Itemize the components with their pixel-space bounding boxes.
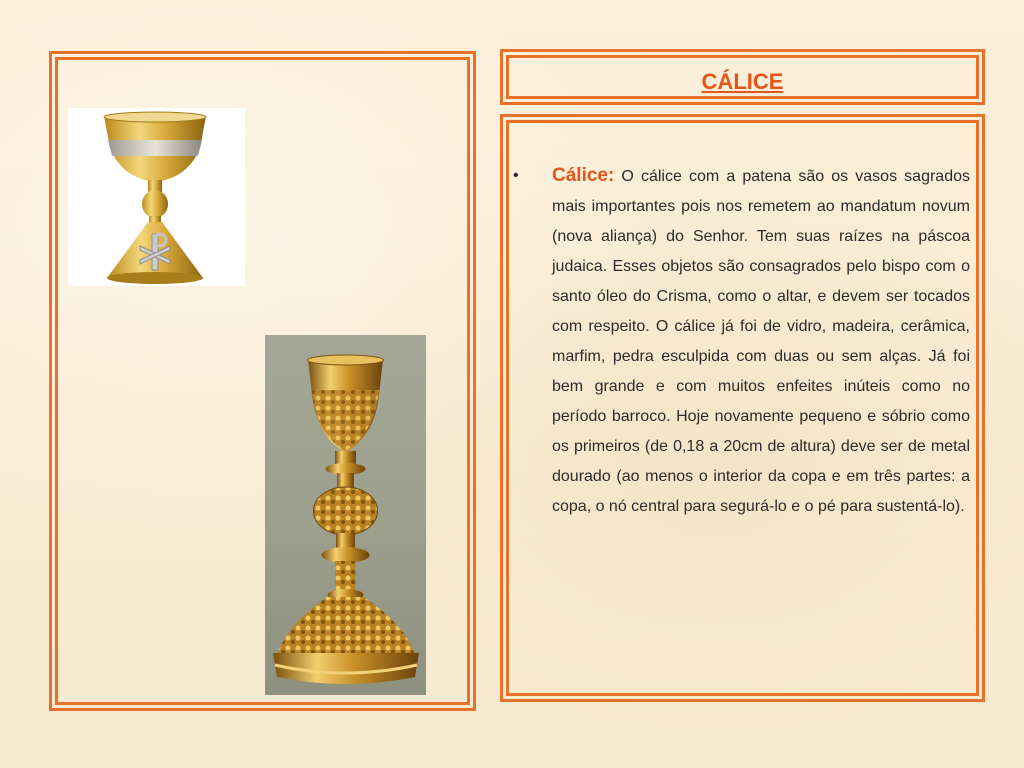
chalice-photo-baroque xyxy=(265,335,426,695)
simple-chalice-image xyxy=(68,108,245,286)
slide-title: CÁLICE xyxy=(701,69,784,94)
title-frame xyxy=(500,49,985,105)
chalice-photo-simple xyxy=(68,108,245,286)
body-text: O cálice com a patena são os vasos sagrados mais importantes pois nos remetem ao mandatum novum (nova aliança) do Senhor. Tem suas raízes na páscoa judaica. Esses objetos são consagrados pelo bispo com o santo óleo do Crisma, como o altar, e devem ser tocados com respeito. O cálice já foi de vidro, madeira, cerâmica, marfim, pedra esculpida com duas ou sem alças. Já foi bem grande e com muitos enfeites inúteis como no período barroco. Hoje novamente pequeno e sóbrio como os primeiros (de 0,18 a 20cm de altura) deve ser de metal dourado (ao menos o interior da copa e em três partes: a copa, o nó central para segurá-lo e o pé para sustentá-lo). xyxy=(552,168,970,515)
lead-term: Cálice: xyxy=(552,165,615,186)
body-paragraph xyxy=(552,161,970,522)
baroque-chalice-image xyxy=(265,335,426,695)
bullet-marker: • xyxy=(513,167,519,184)
